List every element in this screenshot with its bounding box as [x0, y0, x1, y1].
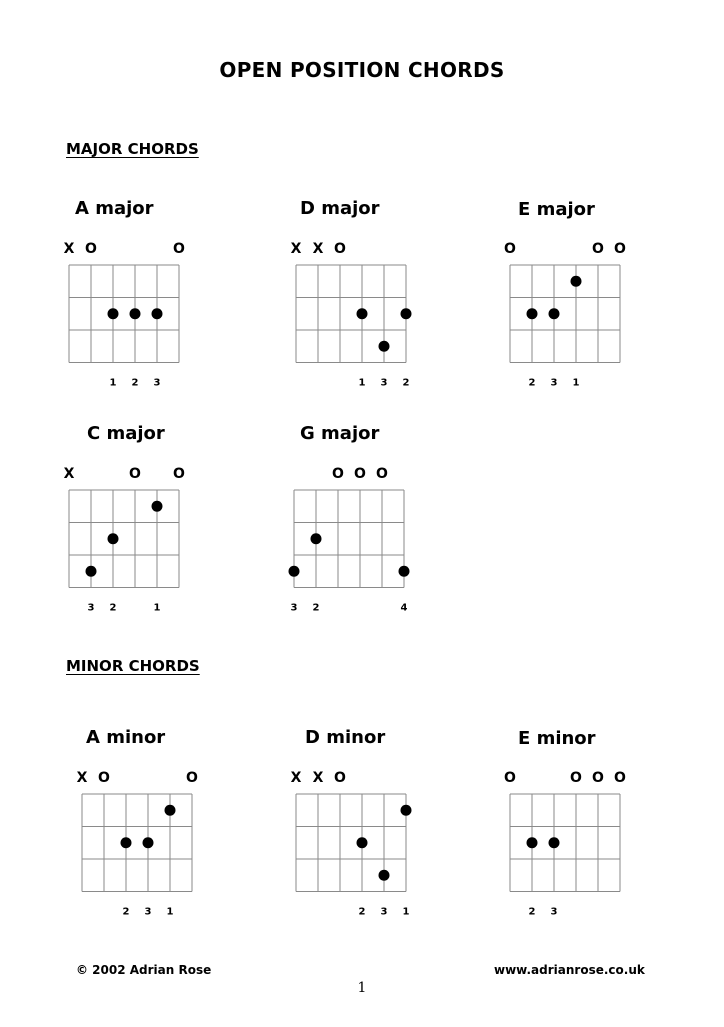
finger-number: 3: [380, 377, 388, 389]
finger-number: 3: [87, 602, 95, 614]
open-string-marker: O: [592, 770, 604, 786]
finger-dot: [357, 837, 368, 848]
finger-dot: [549, 308, 560, 319]
chord-name: A minor: [86, 727, 166, 748]
finger-dot: [86, 566, 97, 577]
muted-string-marker: X: [76, 770, 88, 786]
finger-number: 1: [572, 377, 580, 389]
finger-dot: [108, 308, 119, 319]
finger-number: 3: [144, 906, 152, 918]
muted-string-marker: X: [290, 770, 302, 786]
chord-name: E minor: [518, 728, 596, 749]
copyright-text: © 2002 Adrian Rose: [76, 963, 212, 977]
open-string-marker: O: [186, 770, 198, 786]
finger-dot: [571, 276, 582, 287]
muted-string-marker: X: [63, 466, 75, 482]
open-string-marker: O: [504, 241, 516, 257]
open-string-marker: O: [570, 770, 582, 786]
finger-number: 2: [402, 377, 410, 389]
chord-name: D major: [300, 198, 380, 219]
open-string-marker: O: [173, 241, 185, 257]
chord-name: E major: [518, 199, 595, 220]
open-string-marker: O: [504, 770, 516, 786]
finger-number: 3: [550, 906, 558, 918]
chord-name: C major: [87, 423, 165, 444]
chord-diagram-d-minor: [286, 764, 416, 954]
page-number: 1: [357, 980, 367, 996]
open-string-marker: O: [85, 241, 97, 257]
section-title-minor: MINOR CHORDS: [66, 657, 200, 675]
finger-dot: [130, 308, 141, 319]
muted-string-marker: X: [290, 241, 302, 257]
open-string-marker: O: [332, 466, 344, 482]
finger-number: 3: [153, 377, 161, 389]
chord-diagram-e-minor: [500, 764, 630, 954]
finger-dot: [152, 308, 163, 319]
chord-diagram-d-major: [286, 235, 416, 425]
finger-dot: [401, 805, 412, 816]
chord-diagram-c-major: [59, 460, 189, 650]
page-title: OPEN POSITION CHORDS: [219, 58, 505, 82]
finger-dot: [311, 533, 322, 544]
finger-number: 3: [290, 602, 298, 614]
finger-dot: [357, 308, 368, 319]
finger-dot: [165, 805, 176, 816]
finger-number: 2: [131, 377, 139, 389]
section-title-major: MAJOR CHORDS: [66, 140, 199, 158]
finger-number: 1: [358, 377, 366, 389]
open-string-marker: O: [98, 770, 110, 786]
open-string-marker: O: [334, 241, 346, 257]
finger-number: 1: [166, 906, 174, 918]
finger-dot: [379, 870, 390, 881]
finger-number: 2: [122, 906, 130, 918]
chord-diagram-a-minor: [72, 764, 202, 954]
open-string-marker: O: [614, 770, 626, 786]
finger-dot: [401, 308, 412, 319]
finger-dot: [549, 837, 560, 848]
muted-string-marker: X: [312, 770, 324, 786]
finger-number: 1: [109, 377, 117, 389]
open-string-marker: O: [592, 241, 604, 257]
finger-number: 2: [528, 906, 536, 918]
finger-dot: [143, 837, 154, 848]
finger-number: 2: [528, 377, 536, 389]
finger-dot: [379, 341, 390, 352]
finger-number: 3: [550, 377, 558, 389]
chord-name: A major: [75, 198, 154, 219]
finger-dot: [152, 501, 163, 512]
chord-name: G major: [300, 423, 380, 444]
open-string-marker: O: [173, 466, 185, 482]
website-text: www.adrianrose.co.uk: [494, 963, 645, 977]
muted-string-marker: X: [63, 241, 75, 257]
chord-diagram-a-major: [59, 235, 189, 425]
chord-diagram-e-major: [500, 235, 630, 425]
finger-dot: [399, 566, 410, 577]
finger-dot: [289, 566, 300, 577]
finger-number: 2: [358, 906, 366, 918]
muted-string-marker: X: [312, 241, 324, 257]
finger-number: 2: [312, 602, 320, 614]
open-string-marker: O: [614, 241, 626, 257]
chord-name: D minor: [305, 727, 386, 748]
chord-diagram-g-major: [284, 460, 414, 650]
finger-dot: [108, 533, 119, 544]
finger-number: 4: [400, 602, 408, 614]
finger-number: 1: [402, 906, 410, 918]
finger-dot: [527, 308, 538, 319]
finger-dot: [121, 837, 132, 848]
open-string-marker: O: [129, 466, 141, 482]
finger-dot: [527, 837, 538, 848]
open-string-marker: O: [376, 466, 388, 482]
finger-number: 2: [109, 602, 117, 614]
finger-number: 1: [153, 602, 161, 614]
open-string-marker: O: [354, 466, 366, 482]
finger-number: 3: [380, 906, 388, 918]
open-string-marker: O: [334, 770, 346, 786]
